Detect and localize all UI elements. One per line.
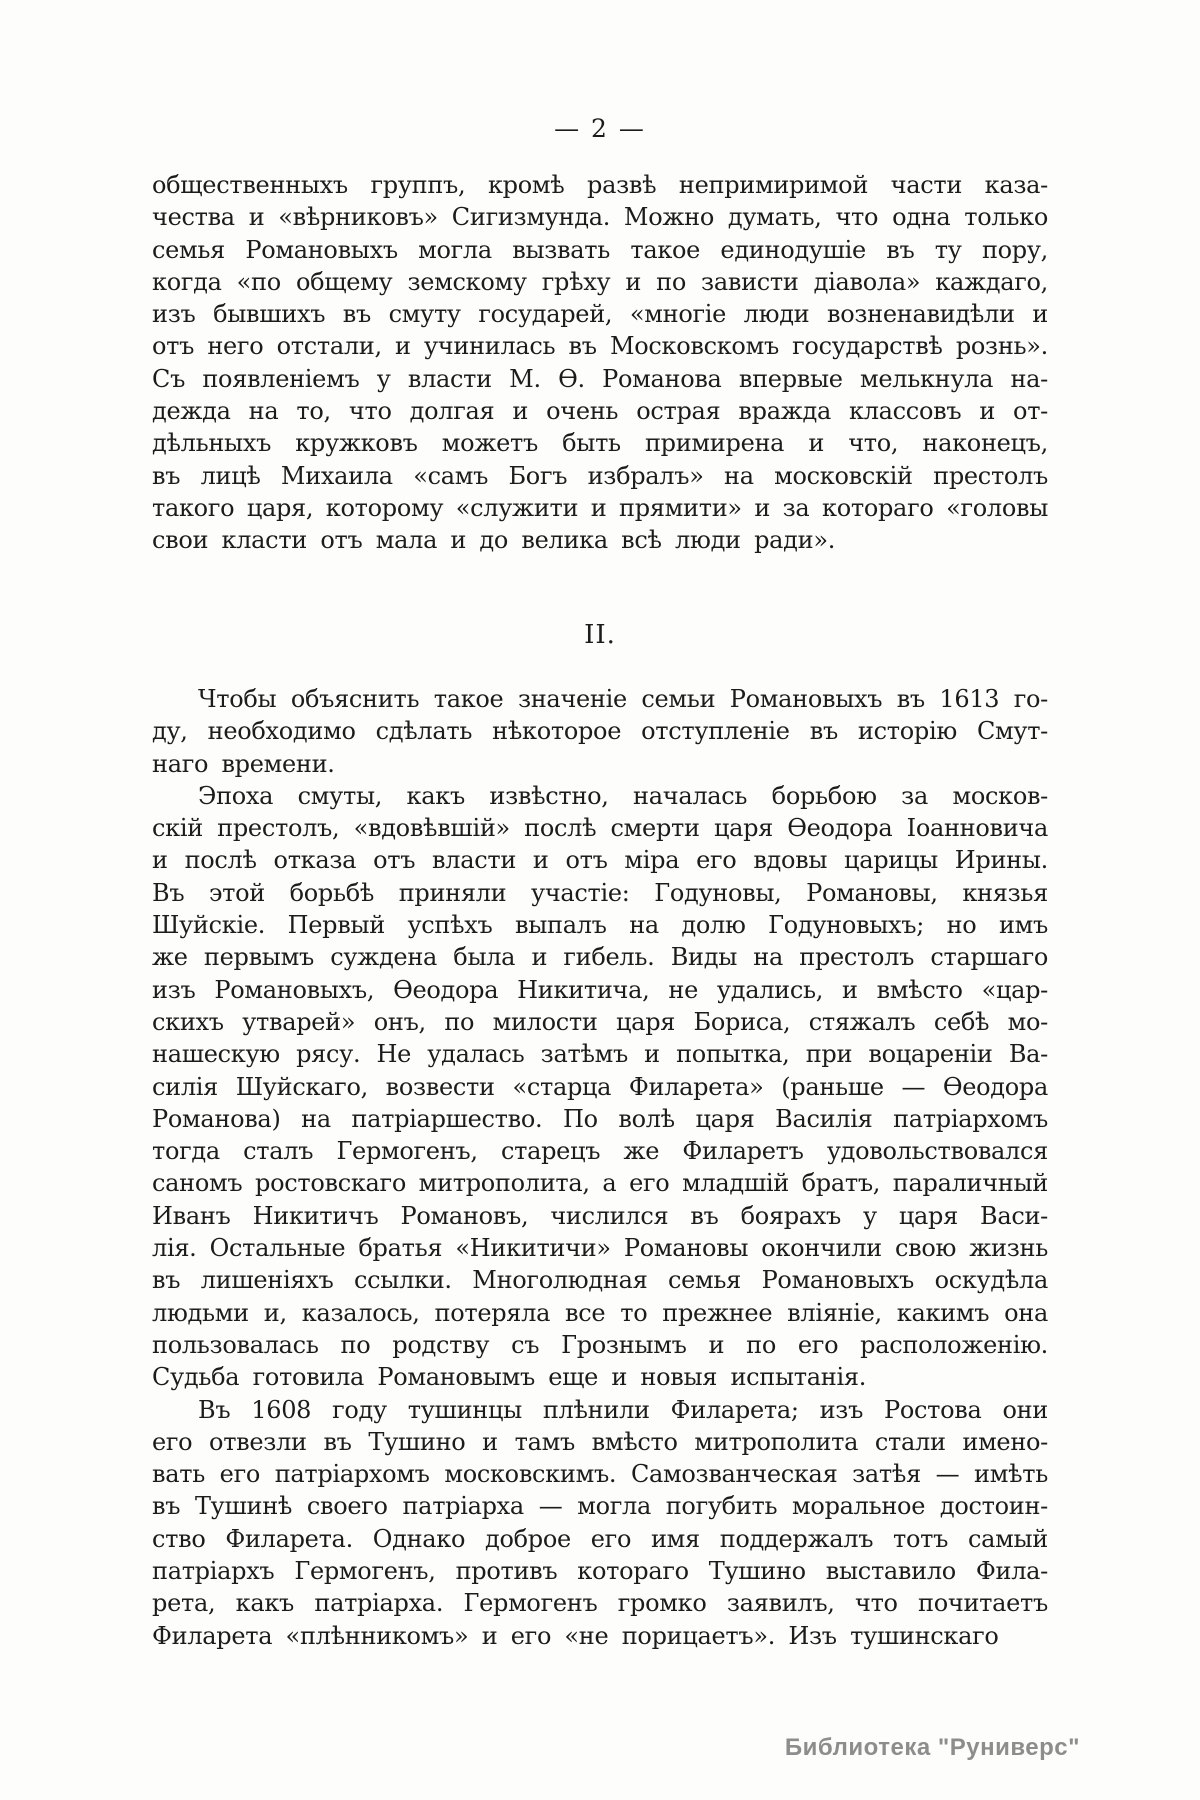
text-line: Иванъ Никитичъ Романовъ, числился въ боярахъ у царя Васи- [152, 1201, 1048, 1230]
text-line: семья Романовыхъ могла вызвать такое единодушіе въ ту пору, [152, 235, 1048, 264]
text-line: и послѣ отказа отъ власти и отъ міра его вдовы царицы Ирины. [152, 846, 1048, 875]
text-line: такого царя, которому «служити и прямити» и за котораго «головы [152, 493, 1048, 522]
text-line: отъ него отстали, и учинилась въ Московскомъ государствѣ рознь». [152, 332, 1048, 361]
text-line: лія. Остальные братья «Никитичи» Романовы окончили свою жизнь [152, 1234, 1048, 1263]
text-line: же первымъ суждена была и гибель. Виды на престолъ старшаго [152, 943, 1048, 972]
text-line: его отвезли въ Тушино и тамъ вмѣсто митрополита стали имено- [152, 1427, 1048, 1456]
text-line: патріархъ Гермогенъ, противъ котораго Тушино выставило Фила- [152, 1557, 1048, 1586]
text-line: Судьба готовила Романовымъ еще и новыя испытанія. [152, 1363, 867, 1392]
text-line: наго времени. [152, 749, 335, 778]
paragraph [152, 169, 1048, 557]
text-line: Съ появленіемъ у власти М. Ѳ. Романова впервые мелькнула на- [152, 364, 1048, 393]
paragraph [152, 1394, 1048, 1652]
text-line: Въ этой борьбѣ приняли участіе: Годуновы, Романовы, князья [152, 878, 1048, 907]
text-block [152, 683, 1048, 1652]
text-line: силія Шуйскаго, возвести «старца Филарета» (раньше — Ѳеодора [152, 1072, 1048, 1101]
paragraph [152, 780, 1048, 1394]
text-line: Эпоха смуты, какъ извѣстно, началась борьбою за москов- [198, 781, 1048, 810]
text-line: нашескую рясу. Не удалась затѣмъ и попытка, при воцареніи Ва- [152, 1040, 1048, 1069]
text-line: дѣльныхъ кружковъ можетъ быть примирена и что, наконецъ, [152, 429, 1048, 458]
text-line: Романова) на патріаршество. По волѣ царя Василія патріархомъ [152, 1104, 1048, 1133]
text-line: тогда сталъ Гермогенъ, старецъ же Филаретъ удовольствовался [152, 1137, 1048, 1166]
text-line: людьми и, казалось, потеряла все то прежнее вліяніе, какимъ она [152, 1298, 1048, 1327]
text-line: изъ Романовыхъ, Ѳеодора Никитича, не удались, и вмѣсто «цар- [152, 975, 1048, 1004]
text-line: ду, необходимо сдѣлать нѣкоторое отступленіе въ исторію Смут- [152, 717, 1048, 746]
text-line: въ Тушинѣ своего патріарха — могла погубить моральное достоин- [152, 1492, 1048, 1521]
text-line: скихъ утварей» онъ, по милости царя Бориса, стяжалъ себѣ мо- [152, 1007, 1048, 1036]
text-line: Филарета «плѣнникомъ» и его «не порицаетъ». Изъ тушинскаго [152, 1621, 999, 1650]
text-line: скій престолъ, «вдовѣвшій» послѣ смерти царя Ѳеодора Іоанновича [152, 814, 1048, 843]
text-line: Шуйскіе. Первый успѣхъ выпалъ на долю Годуновыхъ; но имъ [152, 911, 1048, 940]
text-line: чества и «вѣрниковъ» Сигизмунда. Можно думать, что одна только [152, 203, 1048, 232]
text-line: ство Филарета. Однако доброе его имя поддержалъ тотъ самый [152, 1524, 1048, 1553]
text-line: рета, какъ патріарха. Гермогенъ громко заявилъ, что почитаетъ [152, 1589, 1048, 1618]
text-line: Чтобы объяснить такое значеніе семьи Романовыхъ въ 1613 го- [198, 685, 1048, 713]
text-line: Въ 1608 году тушинцы плѣнили Филарета; изъ Ростова они [198, 1395, 1048, 1424]
text-line: въ лицѣ Михаила «самъ Богъ избралъ» на московскій престолъ [152, 461, 1048, 490]
text-line: когда «по общему земскому грѣху и по зависти діавола» каждаго, [152, 267, 1048, 296]
text-line: саномъ ростовскаго митрополита, а его младшій братъ, параличный [152, 1169, 1048, 1198]
section-heading: II. [584, 620, 616, 650]
text-line: въ лишеніяхъ ссылки. Многолюдная семья Романовыхъ оскудѣла [152, 1266, 1048, 1295]
page-number: — 2 — [554, 114, 646, 143]
library-watermark: Библиотека "Руниверс" [784, 1734, 1080, 1761]
text-line: вать его патріархомъ московскимъ. Самозванческая затѣя — имѣть [152, 1460, 1048, 1489]
text-line: свои класти отъ мала и до велика всѣ люди ради». [152, 526, 836, 555]
paragraph [152, 683, 1048, 780]
text-line: изъ бывшихъ въ смуту государей, «многіе люди возненавидѣли и [152, 300, 1048, 329]
text-line: пользовалась по родству съ Грознымъ и по его расположенію. [152, 1330, 1048, 1359]
text-line: общественныхъ группъ, кромѣ развѣ непримиримой части каза- [152, 171, 1048, 199]
text-line: дежда на то, что долгая и очень острая вражда классовъ и от- [152, 397, 1048, 426]
